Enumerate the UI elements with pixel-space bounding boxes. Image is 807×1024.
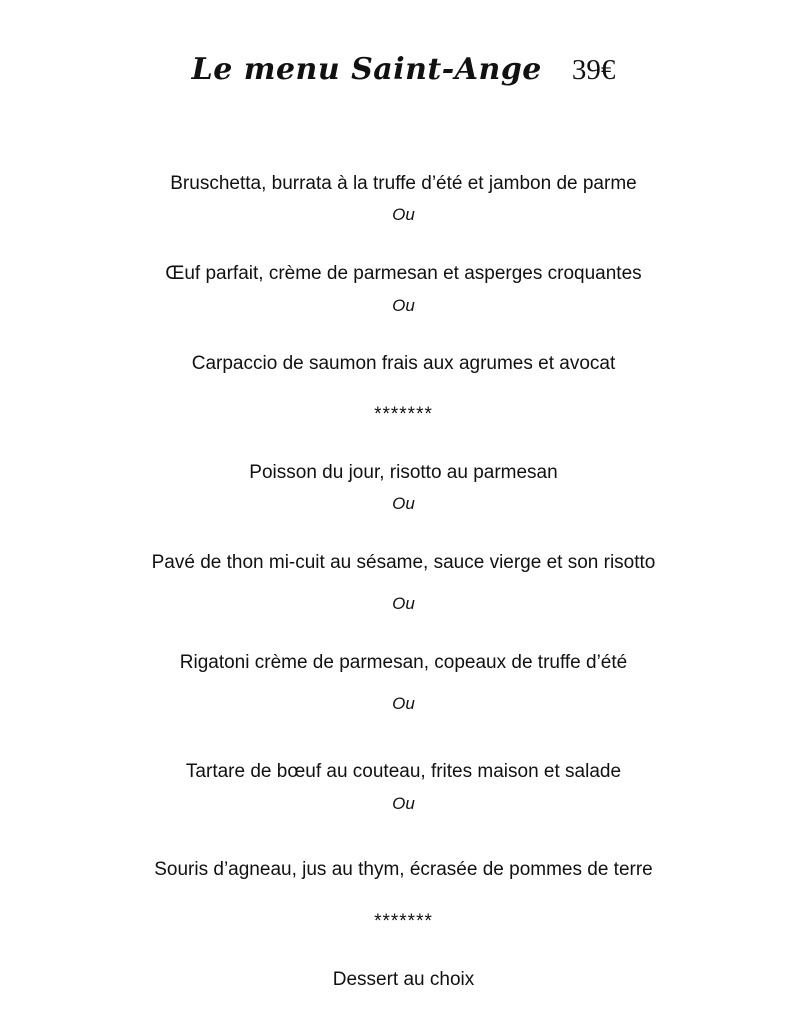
course-separator: ******* bbox=[374, 404, 433, 425]
starter-item: Bruschetta, burrata à la truffe d’été et jambon de parme bbox=[170, 173, 637, 194]
or-label: Ou bbox=[392, 694, 415, 713]
or-label: Ou bbox=[392, 594, 415, 613]
starter-item: Œuf parfait, crème de parmesan et asperges croquantes bbox=[165, 263, 642, 284]
menu-name: Le menu Saint-Ange bbox=[191, 52, 542, 87]
menu-price: 39€ bbox=[571, 54, 616, 86]
or-label: Ou bbox=[392, 296, 415, 315]
main-item: Pavé de thon mi-cuit au sésame, sauce vierge et son risotto bbox=[151, 552, 656, 573]
dessert-item: Dessert au choix bbox=[332, 969, 475, 990]
menu-title bbox=[0, 52, 807, 87]
main-item: Poisson du jour, risotto au parmesan bbox=[249, 462, 558, 483]
starter-item: Carpaccio de saumon frais aux agrumes et avocat bbox=[191, 353, 616, 374]
main-item: Rigatoni crème de parmesan, copeaux de truffe d’été bbox=[179, 652, 628, 673]
or-label: Ou bbox=[392, 794, 415, 813]
or-label: Ou bbox=[392, 494, 415, 513]
course-separator: ******* bbox=[374, 911, 433, 932]
main-item: Tartare de bœuf au couteau, frites maison et salade bbox=[185, 761, 622, 782]
main-item: Souris d’agneau, jus au thym, écrasée de pommes de terre bbox=[154, 859, 653, 880]
or-label: Ou bbox=[392, 205, 415, 224]
